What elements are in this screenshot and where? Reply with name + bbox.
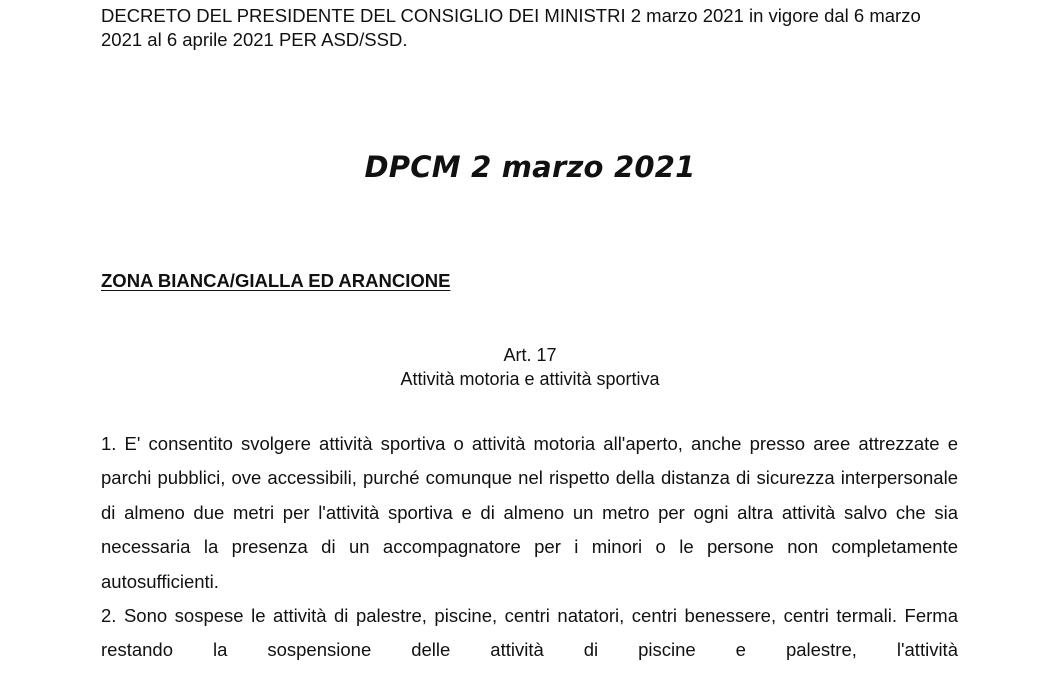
article-body	[101, 427, 958, 668]
paragraph-2: 2. Sono sospese le attività di palestre, piscine, centri natatori, centri benessere, centri termali. Ferma restando la sospensione delle attività di piscine e palestre, l'attività	[101, 605, 958, 661]
document-title: DPCM 2 marzo 2021	[364, 150, 696, 184]
article-subtitle: Attività motoria e attività sportiva	[400, 369, 660, 389]
article-heading	[0, 343, 1060, 391]
zone-heading: ZONA BIANCA/GIALLA ED ARANCIONE	[101, 270, 451, 291]
paragraph-1: 1. E' consentito svolgere attività sportiva o attività motoria all'aperto, anche presso aree attrezzate e parchi pubblici, ove accessibili, purché comunque nel rispetto della distanza di sicurezza interpersonale di almeno due metri per l'attività sportiva e di almeno un metro per ogni altra attività salvo che sia necessaria la presenza di un accompagnatore per i minori o le persone non completamente autosufficienti.	[101, 433, 958, 592]
document-header: DECRETO DEL PRESIDENTE DEL CONSIGLIO DEI MINISTRI 2 marzo 2021 in vigore dal 6 marzo 2021 al 6 aprile 2021 PER ASD/SSD.	[101, 5, 921, 50]
article-number: Art. 17	[503, 345, 557, 365]
